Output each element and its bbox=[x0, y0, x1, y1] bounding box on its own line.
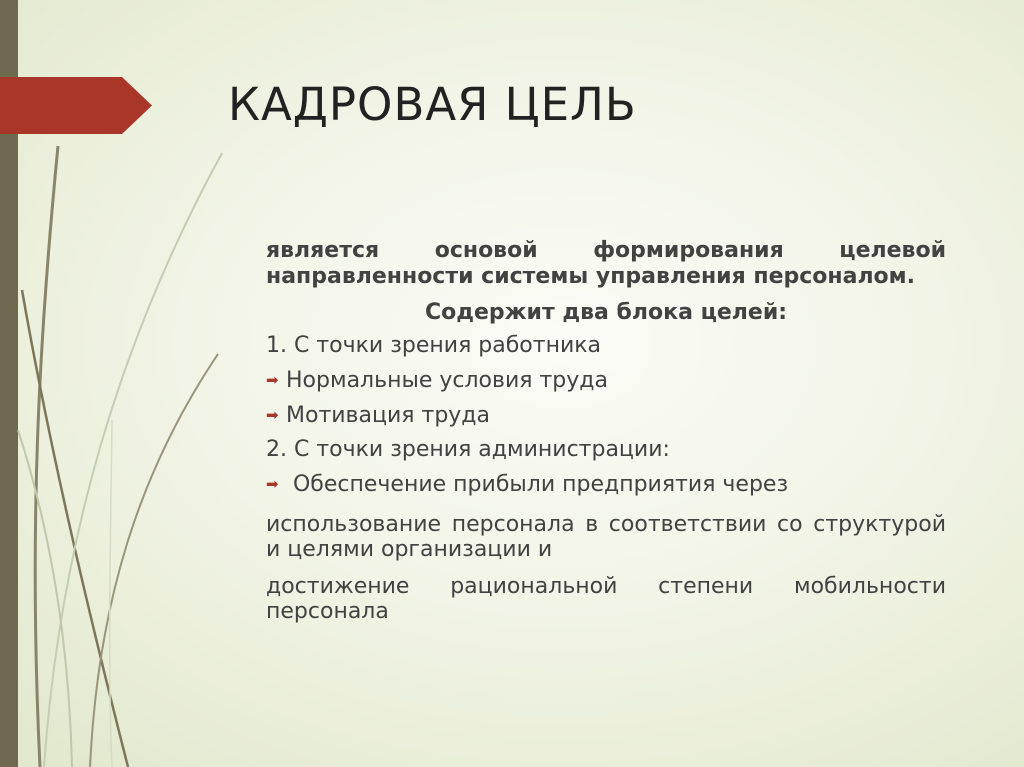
paragraph-mobility: достижение рациональной степени мобильности персонала bbox=[266, 574, 946, 624]
item-4-text: 2. С точки зрения администрации: bbox=[266, 437, 670, 462]
list-item bbox=[266, 329, 946, 363]
title-arrow-marker bbox=[0, 77, 152, 134]
item-2-text: Нормальные условия труда bbox=[286, 368, 608, 393]
subheading: Содержит два блока целей: bbox=[424, 300, 788, 325]
list-item bbox=[266, 398, 946, 433]
arrow-bullet-icon: ➡ bbox=[266, 371, 279, 389]
slide-body bbox=[266, 238, 946, 624]
arrow-bullet-icon: ➡ bbox=[266, 406, 279, 424]
item-5-text: Обеспечение прибыли предприятия через bbox=[286, 472, 789, 497]
list-item bbox=[266, 467, 946, 502]
item-1-text: 1. С точки зрения работника bbox=[266, 333, 602, 358]
arrow-bullet-icon: ➡ bbox=[266, 475, 279, 493]
intro-text: является основой формирования целевой направленности системы управления персоналом. bbox=[266, 238, 946, 289]
item-3-text: Мотивация труда bbox=[286, 403, 490, 428]
list-item bbox=[266, 433, 946, 467]
list-item bbox=[266, 363, 946, 398]
paragraph-usage: использование персонала в соответствии со структурой и целями организации и bbox=[266, 512, 946, 562]
slide-title: КАДРОВАЯ ЦЕЛЬ bbox=[228, 78, 637, 131]
